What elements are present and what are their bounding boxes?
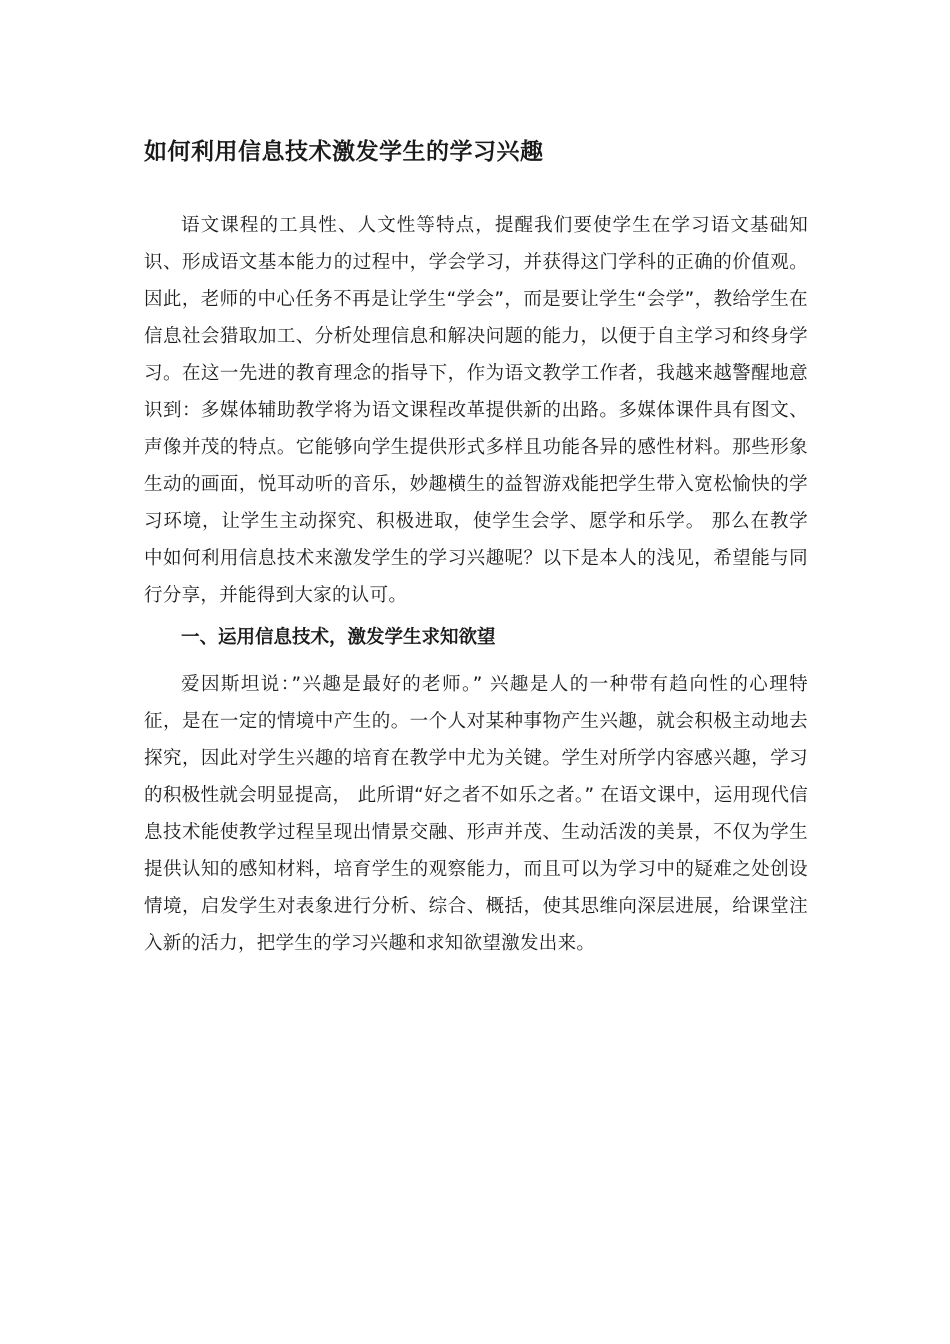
document-body: [144, 207, 808, 962]
section-paragraph: 爱因斯坦说：”兴趣是最好的老师。” 兴趣是人的一种带有趋向性的心理特征，是在一定的情境中产生的。一个人对某种事物产生兴趣，就会积极主动地去探究，因此对学生兴趣的培育在教学中尤为关键。学生对所学内容感兴趣，学习的积极性就会明显提高， 此所谓“好之者不如乐之者。” 在语文课中，运用现代信息技术能使教学过程呈现出情景交融、形声并茂、生动活泼的美景，不仅为学生提供认知的感知材料，培育学生的观察能力，而且可以为学习中的疑难之处创设情境，启发学生对表象进行分析、综合、概括，使其思维向深层进展，给课堂注入新的活力，把学生的学习兴趣和求知欲望激发出来。: [144, 674, 808, 954]
document-title: 如何利用信息技术激发学生的学习兴趣: [144, 139, 544, 165]
intro-paragraph: 语文课程的工具性、人文性等特点，提醒我们要使学生在学习语文基础知识、形成语文基本能力的过程中，学会学习，并获得这门学科的正确的价值观。因此，老师的中心任务不再是让学生“学会”，而是要让学生“会学”，教给学生在信息社会猎取加工、分析处理信息和解决问题的能力，以便于自主学习和终身学习。在这一先进的教育理念的指导下，作为语文教学工作者，我越来越警醒地意识到：多媒体辅助教学将为语文课程改革提供新的出路。多媒体课件具有图文、声像并茂的特点。它能够向学生提供形式多样且功能各异的感性材料。那些形象生动的画面，悦耳动听的音乐，妙趣横生的益智游戏能把学生带入宽松愉快的学习环境，让学生主动探究、积极进取，使学生会学、愿学和乐学。 那么在教学中如何利用信息技术来激发学生的学习兴趣呢？以下是本人的浅见，希望能与同行分享，并能得到大家的认可。: [144, 215, 808, 606]
section-heading: 一、运用信息技术，激发学生求知欲望: [181, 627, 496, 648]
